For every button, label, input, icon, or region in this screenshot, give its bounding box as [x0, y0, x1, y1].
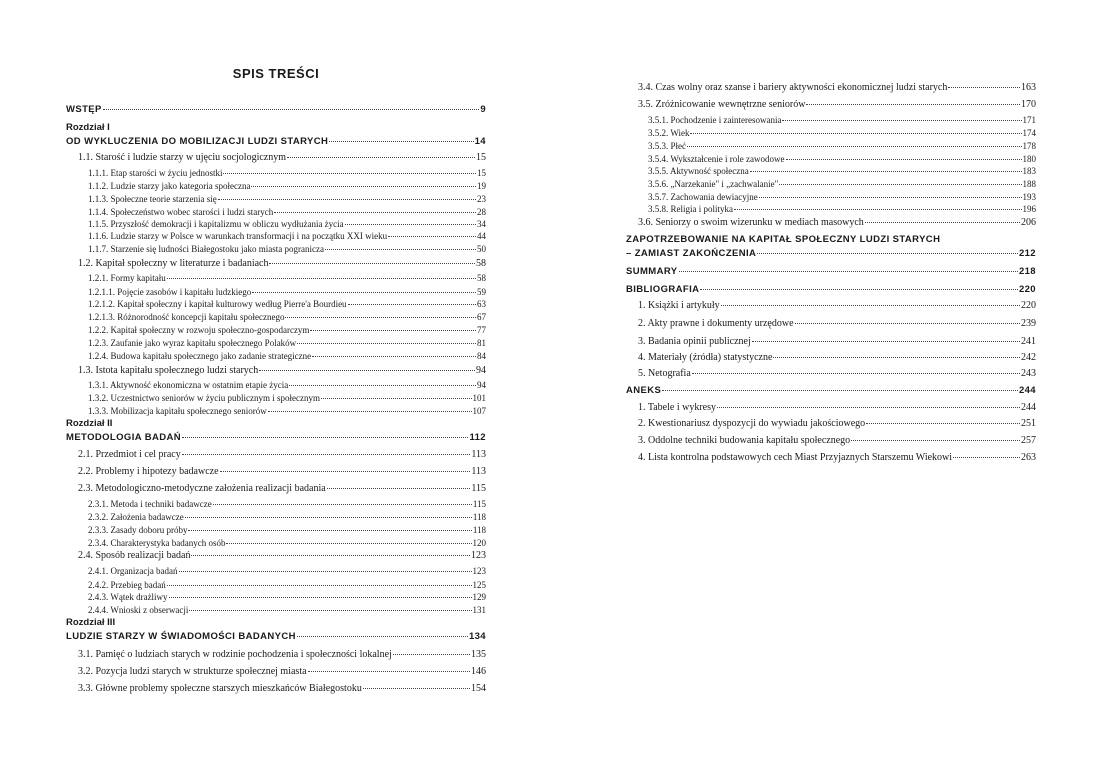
dot-leader: [345, 215, 476, 225]
toc-section: [638, 416, 1036, 430]
dot-leader: [220, 462, 471, 472]
toc-entry-page: 67: [477, 312, 486, 322]
dot-leader: [182, 445, 471, 455]
toc-entry-title: 3. Badania opinii publicznej: [638, 336, 751, 347]
toc-entry-title: 1. Książki i artykuły: [638, 300, 720, 311]
toc-chapter: [626, 246, 1036, 260]
toc-subsection: [88, 603, 486, 616]
toc-entry-page: 188: [1022, 179, 1036, 189]
dot-leader: [700, 280, 1018, 290]
dot-leader: [251, 177, 476, 187]
dot-leader: [213, 495, 472, 505]
dot-leader: [297, 627, 468, 637]
toc-section: [638, 298, 1036, 312]
toc-entry-page: 251: [1021, 418, 1036, 429]
dot-leader: [752, 332, 1020, 342]
dot-leader: [690, 124, 1021, 134]
toc-entry-page: 34: [477, 219, 486, 229]
toc-entry-title: 2.3.2. Założenia badawcze: [88, 512, 184, 522]
toc-entry-page: 84: [477, 351, 486, 361]
toc-entry-page: 125: [472, 580, 486, 590]
toc-entry-title: 3.5.6. „Narzekanie" i „zachwalanie": [648, 179, 779, 189]
toc-entry-title: 3.5.4. Wykształcenie i role zawodowe: [648, 154, 785, 164]
toc-entry-title: 1. Tabele i wykresy: [638, 402, 716, 413]
toc-summary: [626, 264, 1036, 278]
dot-leader: [721, 296, 1020, 306]
toc-entry-title: SUMMARY: [626, 266, 678, 277]
dot-leader: [773, 348, 1020, 358]
toc-entry-title: 3.5.1. Pochodzenie i zainteresowania: [648, 115, 782, 125]
toc-entry-page: 171: [1022, 115, 1036, 125]
dot-leader: [662, 381, 1018, 391]
toc-entry-title: 2. Kwestionariusz dyspozycji do wywiadu jakościowego: [638, 418, 866, 429]
toc-entry-page: 134: [468, 631, 486, 642]
dot-leader: [795, 314, 1020, 324]
toc-entry-page: 23: [477, 194, 486, 204]
toc-entry-page: 44: [477, 231, 486, 241]
toc-entry-page: 94: [476, 365, 486, 376]
dot-leader: [948, 78, 1020, 88]
toc-section: [78, 481, 486, 495]
toc-section: [638, 97, 1036, 111]
toc-entry-page: 123: [472, 566, 486, 576]
toc-section: [638, 80, 1036, 94]
toc-entry-title: 3.1. Pamięć o ludziach starych w rodzinie pochodzenia i społeczności lokalnej: [78, 649, 392, 660]
toc-section: [638, 215, 1036, 229]
toc-entry-title: 2.3. Metodologiczno-metodyczne założenia realizacji badania: [78, 483, 326, 494]
toc-entry-page: 15: [477, 168, 486, 178]
dot-leader: [308, 662, 470, 672]
toc-entry-title: ANEKS: [626, 385, 662, 396]
toc-entry-title: 3.5.7. Zachowania dewiacyjne: [648, 192, 758, 202]
dot-leader: [851, 431, 1020, 441]
dot-leader: [329, 132, 473, 142]
toc-entry-page: 14: [474, 136, 486, 147]
chapter-label: Rozdział I: [66, 122, 110, 133]
toc-entry-page: 163: [1021, 82, 1036, 93]
toc-entry-page: 107: [472, 406, 486, 416]
toc-entry-page: 183: [1022, 166, 1036, 176]
toc-entry-page: 118: [472, 525, 486, 535]
dot-leader: [188, 521, 471, 531]
toc-entry-title: 1.3.2. Uczestnictwo seniorów w życiu publicznym i społecznym: [88, 393, 320, 403]
toc-entry-page: 193: [1022, 192, 1036, 202]
toc-entry-title: 2.4.4. Wnioski z obserwacji: [88, 605, 189, 615]
dot-leader: [287, 148, 475, 158]
dot-leader: [218, 190, 476, 200]
toc-entry-title: 3. Oddolne techniki budowania kapitału społecznego: [638, 435, 851, 446]
toc-entry-page: 244: [1021, 402, 1036, 413]
toc-entry-page: 58: [477, 273, 486, 283]
toc-entry-title: 1.2.4. Budowa kapitału społecznego jako zadanie strategiczne: [88, 351, 312, 361]
toc-entry-page: 63: [477, 299, 486, 309]
dot-leader: [717, 398, 1020, 408]
toc-entry-page: 113: [471, 449, 486, 460]
toc-entry-page: 112: [469, 432, 486, 443]
toc-entry-title: WSTĘP: [66, 104, 102, 115]
toc-section: [638, 334, 1036, 348]
dot-leader: [285, 308, 476, 318]
page-title: SPIS TREŚCI: [232, 66, 320, 81]
toc-entry-page: 120: [472, 538, 486, 548]
dot-leader: [786, 150, 1022, 160]
dot-leader: [679, 262, 1018, 272]
toc-entry-title: 1.2.1.3. Różnorodność koncepcji kapitału społecznego: [88, 312, 285, 322]
dot-leader: [274, 203, 476, 213]
dot-leader: [865, 213, 1020, 223]
toc-entry-page: 241: [1021, 336, 1036, 347]
toc-section: [78, 681, 486, 695]
left-page: [66, 0, 486, 778]
toc-entry-page: 170: [1021, 99, 1036, 110]
toc-entry-title: OD WYKLUCZENIA DO MOBILIZACJI LUDZI STARYCH: [66, 136, 329, 147]
toc-section: [78, 647, 486, 661]
toc-entry-title: 3.2. Pozycja ludzi starych w strukturze społecznej miasta: [78, 666, 307, 677]
dot-leader: [687, 137, 1022, 147]
toc-entry-title: 2.1. Przedmiot i cel pracy: [78, 449, 181, 460]
dot-leader: [757, 244, 1018, 254]
toc-entry-page: 115: [471, 483, 486, 494]
dot-leader: [779, 175, 1021, 185]
dot-leader: [782, 111, 1021, 121]
dot-leader: [750, 162, 1022, 172]
toc-bibliografia: [626, 282, 1036, 296]
toc-section: [78, 256, 486, 270]
toc-entry-page: 263: [1021, 452, 1036, 463]
toc-entry-page: 101: [472, 393, 486, 403]
toc-aneks: [626, 383, 1036, 397]
toc-entry-title: 2.4.1. Organizacja badań: [88, 566, 178, 576]
toc-entry-title: 4. Lista kontrolna podstawowych cech Miast Przyjaznych Starszemu Wiekowi: [638, 452, 953, 463]
toc-section: [638, 400, 1036, 414]
toc-section: [78, 664, 486, 678]
toc-heading-line: ZAPOTRZEBOWANIE NA KAPITAŁ SPOŁECZNY LUDZI STARYCH: [626, 234, 941, 245]
toc-entry-page: 50: [477, 244, 486, 254]
toc-entry-title: 2. Akty prawne i dokumenty urzędowe: [638, 318, 794, 329]
toc-entry-title: 2.4.2. Przebieg badań: [88, 580, 166, 590]
toc-section: [638, 433, 1036, 447]
toc-entry-title: 1.1.5. Przyszłość demokracji i kapitalizmu w obliczu wydłużania życia: [88, 219, 344, 229]
toc-wstep: [66, 102, 486, 116]
toc-entry-title: 2.3.4. Charakterystyka badanych osób: [88, 538, 226, 548]
dot-leader: [734, 200, 1022, 210]
toc-entry-page: 15: [476, 152, 486, 163]
toc-entry-title: 1.1. Starość i ludzie starzy w ujęciu socjologicznym: [78, 152, 287, 163]
toc-entry-title: 1.2.1.2. Kapitał społeczny i kapitał kulturowy według Pierre'a Bourdieu: [88, 299, 347, 309]
dot-leader: [388, 227, 476, 237]
toc-entry-title: 3.5.3. Płeć: [648, 141, 686, 151]
dot-leader: [103, 100, 480, 110]
toc-chapter: [66, 629, 486, 643]
dot-leader: [289, 376, 476, 386]
toc-entry-title: 3.6. Seniorzy o swoim wizerunku w mediach masowych: [638, 217, 864, 228]
dot-leader: [363, 679, 470, 689]
toc-entry-title: 1.3. Istota kapitału społecznego ludzi starych: [78, 365, 259, 376]
dot-leader: [393, 645, 470, 655]
toc-entry-page: 81: [477, 338, 486, 348]
toc-chapter: [66, 430, 486, 444]
dot-leader: [321, 389, 472, 399]
dot-leader: [269, 254, 475, 264]
toc-entry-title: 1.2.1. Formy kapitału: [88, 273, 166, 283]
dot-leader: [953, 448, 1020, 458]
dot-leader: [167, 576, 472, 586]
toc-entry-title: 2.2. Problemy i hipotezy badawcze: [78, 466, 219, 477]
toc-section: [78, 464, 486, 478]
dot-leader: [312, 347, 476, 357]
toc-entry-title: 1.1.4. Społeczeństwo wobec starości i ludzi starych: [88, 207, 274, 217]
toc-entry-title: 1.2. Kapitał społeczny w literaturze i badaniach: [78, 258, 269, 269]
dot-leader: [806, 95, 1020, 105]
toc-entry-title: 1.2.2. Kapitał społeczny w rozwoju społeczno-gospodarczym: [88, 325, 310, 335]
right-page: [626, 0, 1036, 778]
toc-entry-page: 129: [472, 592, 486, 602]
dot-leader: [348, 295, 476, 305]
dot-leader: [327, 479, 471, 489]
dot-leader: [223, 164, 476, 174]
toc-entry-title: 1.2.1.1. Pojęcie zasobów i kapitału ludzkiego: [88, 287, 252, 297]
toc-entry-page: 206: [1021, 217, 1036, 228]
dot-leader: [866, 414, 1020, 424]
toc-subsection: [88, 404, 486, 417]
toc-entry-page: 113: [471, 466, 486, 477]
dot-leader: [226, 534, 471, 544]
toc-chapter: [66, 134, 486, 148]
toc-entry-page: 218: [1018, 266, 1036, 277]
toc-entry-title: 3.5.8. Religia i polityka: [648, 204, 733, 214]
toc-entry-title: 2.3.3. Zasady doboru próby: [88, 525, 188, 535]
dot-leader: [182, 428, 468, 438]
toc-entry-page: 243: [1021, 368, 1036, 379]
toc-entry-title: 1.1.1. Etap starości w życiu jednostki: [88, 168, 223, 178]
toc-entry-title: 3.5.5. Aktywność społeczna: [648, 166, 749, 176]
toc-entry-title: 1.1.7. Starzenie się ludności Białegostoku jako miasta pogranicza: [88, 244, 324, 254]
toc-entry-page: 135: [471, 649, 486, 660]
chapter-label: Rozdział III: [66, 617, 116, 628]
toc-entry-page: 9: [480, 104, 486, 115]
toc-entry-page: 94: [477, 380, 486, 390]
toc-entry-page: 244: [1018, 385, 1036, 396]
toc-entry-title: 2.3.1. Metoda i techniki badawcze: [88, 499, 212, 509]
toc-section: [78, 447, 486, 461]
dot-leader: [169, 588, 472, 598]
toc-entry-title: 2.4.3. Wątek drażliwy: [88, 592, 168, 602]
dot-leader: [297, 334, 476, 344]
toc-entry-page: 28: [477, 207, 486, 217]
toc-section: [638, 316, 1036, 330]
dot-leader: [268, 402, 472, 412]
toc-entry-title: 1.1.3. Społeczne teorie starzenia się: [88, 194, 217, 204]
toc-entry-page: 239: [1021, 318, 1036, 329]
toc-entry-page: 154: [471, 683, 486, 694]
toc-entry-page: 220: [1021, 300, 1036, 311]
toc-entry-page: 212: [1018, 248, 1036, 259]
dot-leader: [179, 562, 472, 572]
toc-section: [638, 450, 1036, 464]
toc-entry-page: 123: [471, 550, 486, 561]
dot-leader: [252, 283, 476, 293]
dot-leader: [185, 508, 472, 518]
toc-entry-title: 1.1.6. Ludzie starzy w Polsce w warunkach transformacji i na początku XXI wieku: [88, 231, 388, 241]
toc-entry-page: 118: [472, 512, 486, 522]
dot-leader: [259, 361, 475, 371]
toc-entry-page: 58: [476, 258, 486, 269]
toc-entry-title: 3.4. Czas wolny oraz szanse i bariery aktywności ekonomicznej ludzi starych: [638, 82, 948, 93]
toc-entry-page: 178: [1022, 141, 1036, 151]
dot-leader: [189, 601, 471, 611]
dot-leader: [191, 546, 470, 556]
toc-entry-title: 3.5.2. Wiek: [648, 128, 690, 138]
toc-entry-title: – ZAMIAST ZAKOŃCZENIA: [626, 248, 757, 259]
toc-entry-title: 4. Materiały (źródła) statystyczne: [638, 352, 773, 363]
toc-entry-title: 1.1.2. Ludzie starzy jako kategoria społeczna: [88, 181, 251, 191]
toc-entry-page: 131: [472, 605, 486, 615]
toc-entry-page: 196: [1022, 204, 1036, 214]
toc-entry-title: 2.4. Sposób realizacji badań: [78, 550, 191, 561]
toc-entry-page: 19: [477, 181, 486, 191]
toc-entry-title: 5. Netografia: [638, 368, 691, 379]
dot-leader: [325, 240, 476, 250]
toc-entry-page: 146: [471, 666, 486, 677]
toc-entry-page: 59: [477, 287, 486, 297]
toc-entry-title: METODOLOGIA BADAŃ: [66, 432, 181, 443]
toc-entry-title: BIBLIOGRAFIA: [626, 284, 700, 295]
toc-entry-title: LUDZIE STARZY W ŚWIADOMOŚCI BADANYCH: [66, 631, 296, 642]
toc-entry-page: 77: [477, 325, 486, 335]
dot-leader: [310, 321, 476, 331]
toc-entry-page: 220: [1018, 284, 1036, 295]
toc-entry-page: 115: [472, 499, 486, 509]
dot-leader: [692, 364, 1020, 374]
toc-entry-page: 257: [1021, 435, 1036, 446]
dot-leader: [759, 188, 1022, 198]
dot-leader: [167, 269, 476, 279]
toc-section: [78, 548, 486, 562]
chapter-label: Rozdział II: [66, 418, 113, 429]
toc-section: [638, 350, 1036, 364]
toc-entry-page: 242: [1021, 352, 1036, 363]
toc-entry-title: 1.3.1. Aktywność ekonomiczna w ostatnim etapie życia: [88, 380, 289, 390]
toc-entry-title: 3.5. Zróżnicowanie wewnętrzne seniorów: [638, 99, 806, 110]
toc-section: [78, 363, 486, 377]
toc-entry-title: 3.3. Główne problemy społeczne starszych mieszkańców Białegostoku: [78, 683, 362, 694]
toc-section: [78, 150, 486, 164]
toc-entry-title: 1.3.3. Mobilizacja kapitału społecznego seniorów: [88, 406, 267, 416]
toc-entry-title: 1.2.3. Zaufanie jako wyraz kapitału społecznego Polaków: [88, 338, 297, 348]
toc-entry-page: 174: [1022, 128, 1036, 138]
toc-entry-page: 180: [1022, 154, 1036, 164]
toc-section: [638, 366, 1036, 380]
